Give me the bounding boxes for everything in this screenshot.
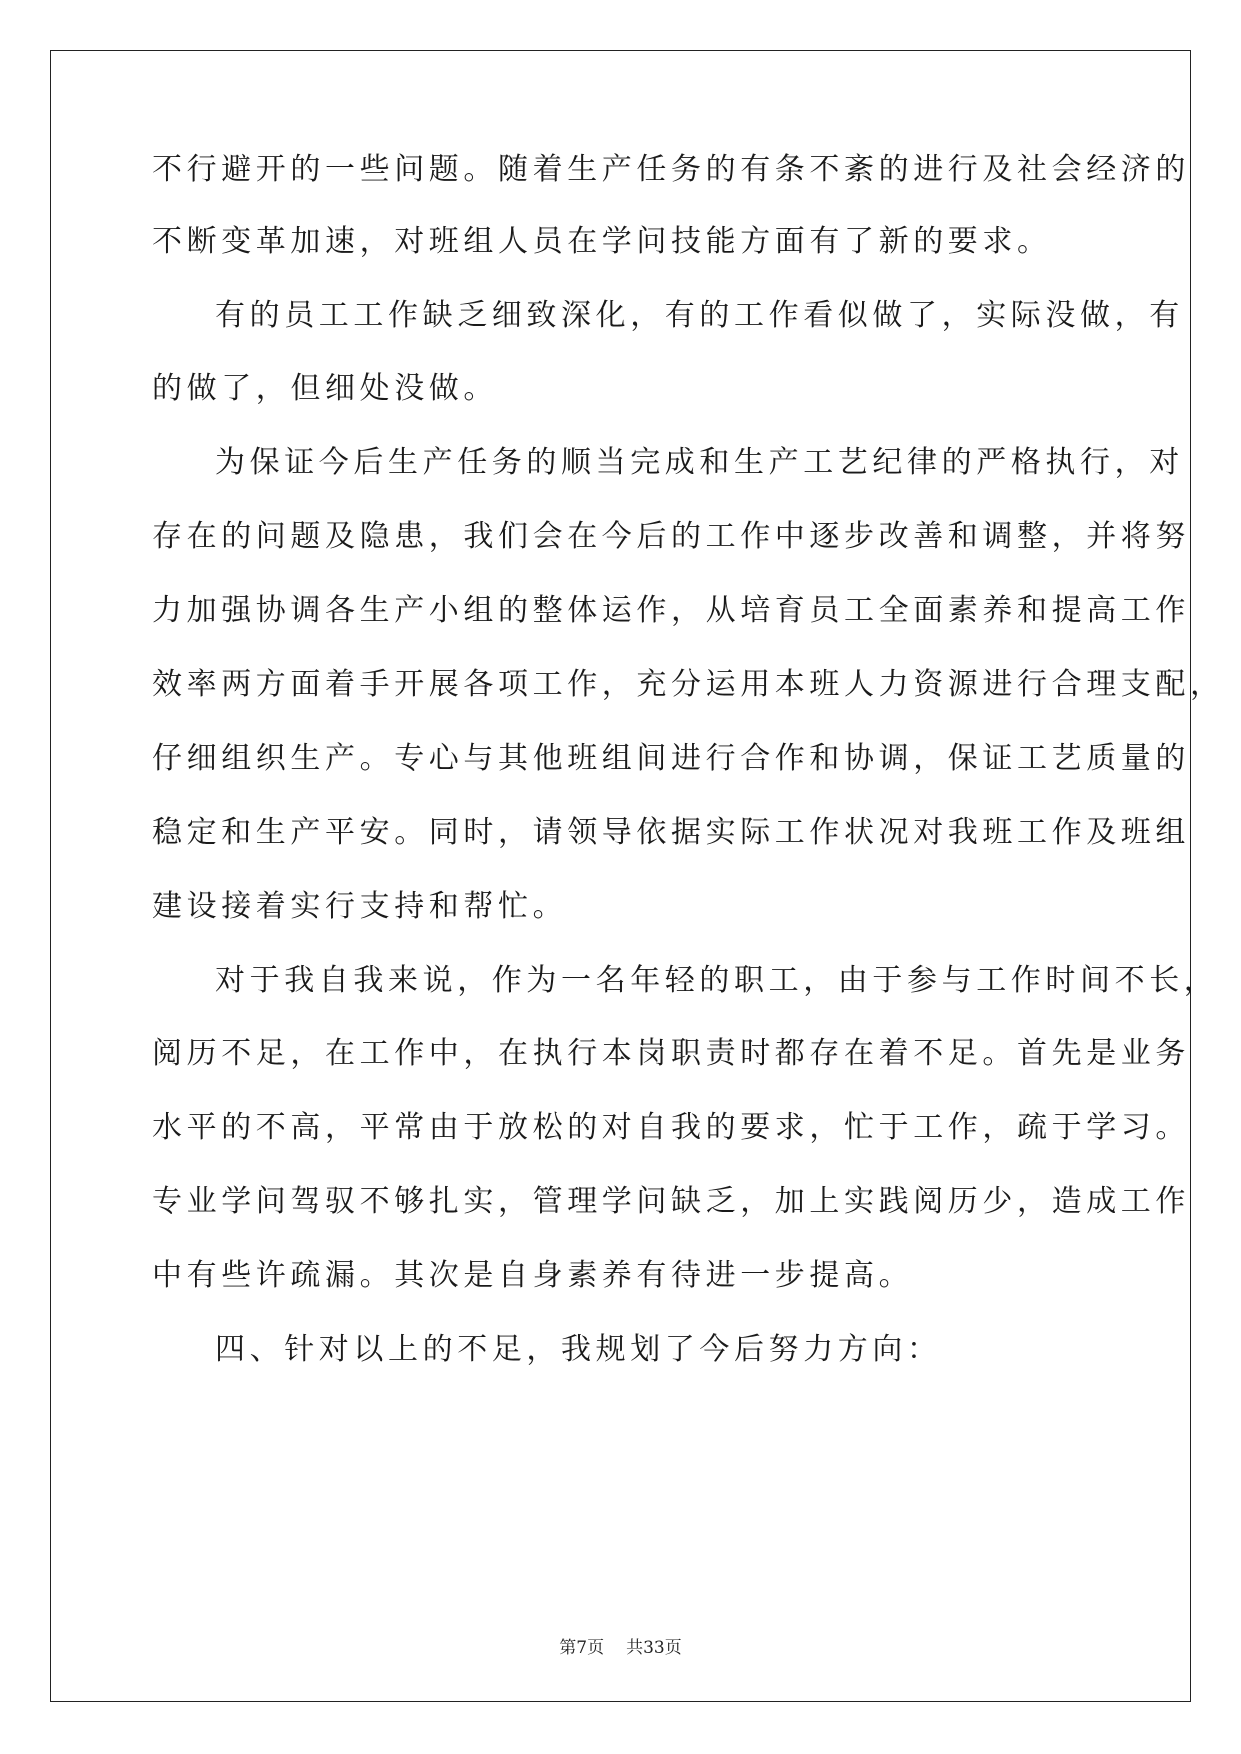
text-line: 阅历不足，在工作中，在执行本岗职责时都存在着不足。首先是业务 [152,1036,1190,1071]
text-line: 力加强协调各生产小组的整体运作，从培育员工全面素养和提高工作 [152,593,1190,628]
page-total: 共33页 [626,1638,682,1658]
page-number: 第7页 [559,1638,605,1658]
page-footer [0,1633,1241,1658]
text-line: 有的员工工作缺乏细致深化，有的工作看似做了，实际没做，有 [215,298,1184,333]
text-line: 存在的问题及隐患，我们会在今后的工作中逐步改善和调整，并将努 [152,519,1190,554]
text-line: 专业学问驾驭不够扎实，管理学问缺乏，加上实践阅历少，造成工作 [152,1184,1190,1219]
text-line: 水平的不高，平常由于放松的对自我的要求，忙于工作，疏于学习。 [152,1110,1190,1145]
text-line: 中有些许疏漏。其次是自身素养有待进一步提高。 [152,1258,914,1293]
text-line: 对于我自我来说，作为一名年轻的职工，由于参与工作时间不长， [215,963,1219,998]
text-line: 不断变革加速，对班组人员在学问技能方面有了新的要求。 [152,224,1052,259]
text-line: 的做了，但细处没做。 [152,371,498,406]
text-line: 仔细组织生产。专心与其他班组间进行合作和协调，保证工艺质量的 [152,741,1190,776]
text-line: 四、针对以上的不足，我规划了今后努力方向： [215,1332,942,1367]
text-line: 效率两方面着手开展各项工作，充分运用本班人力资源进行合理支配， [152,667,1225,702]
text-line: 建设接着实行支持和帮忙。 [152,889,568,924]
text-line: 不行避开的一些问题。随着生产任务的有条不紊的进行及社会经济的 [152,152,1190,187]
text-line: 为保证今后生产任务的顺当完成和生产工艺纪律的严格执行，对 [215,445,1184,480]
text-line: 稳定和生产平安。同时，请领导依据实际工作状况对我班工作及班组 [152,815,1190,850]
